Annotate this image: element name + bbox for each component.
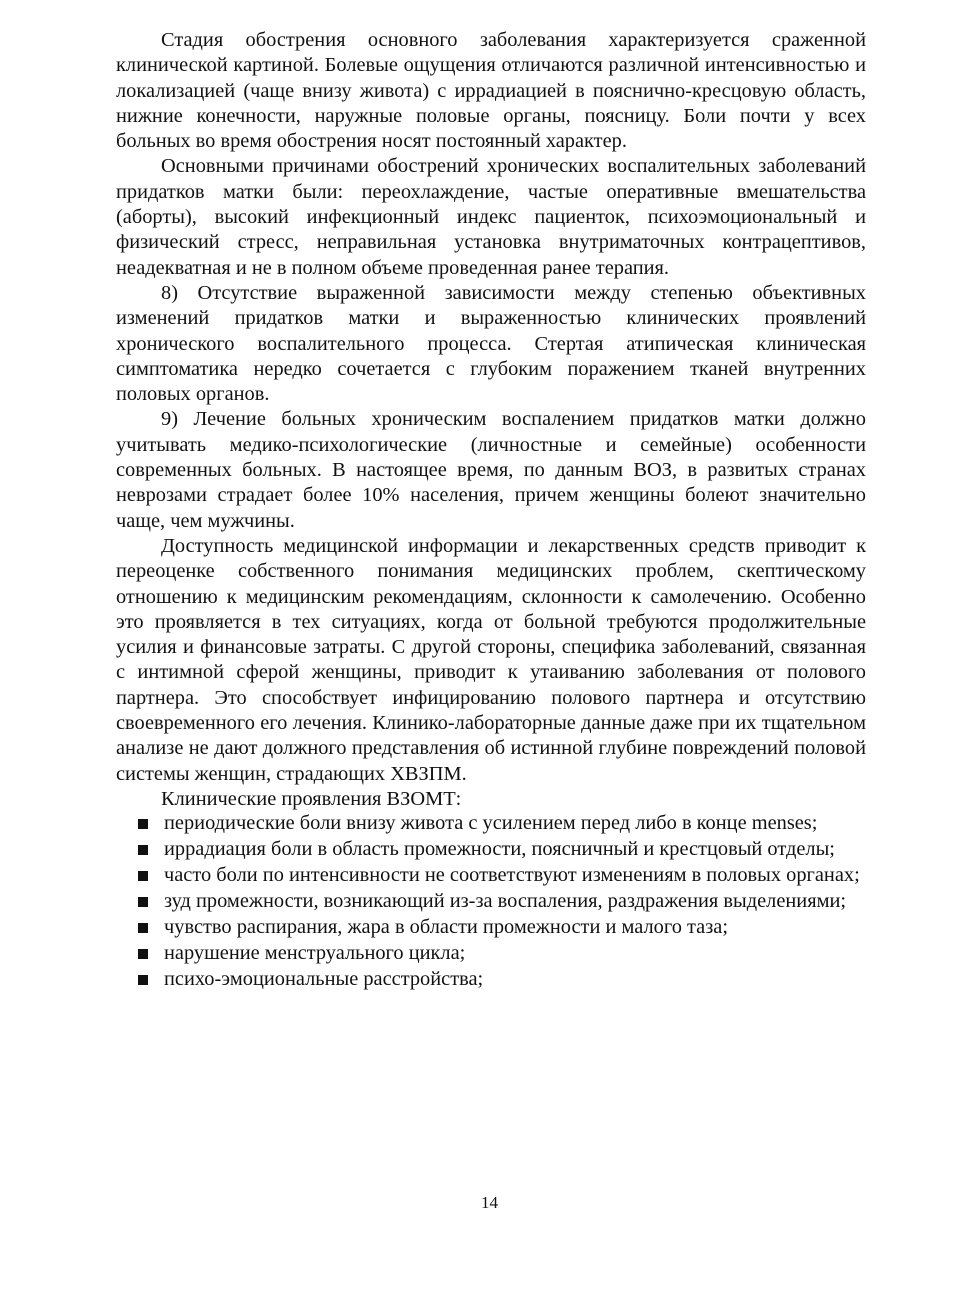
list-item-text: нарушение менструального цикла;: [164, 942, 466, 965]
list-item: [116, 942, 866, 964]
square-bullet-icon: [138, 923, 148, 933]
paragraph: 9) Лечение больных хроническим воспалением придатков матки должно учитывать медико-психологические (личностные и семейные) особенности современных больных. В настоящее время, по данным ВОЗ, в развитых странах неврозами страдает более 10% населения, причем женщины болеют значительно чаще, чем мужчины.: [116, 408, 866, 532]
page-number: 14: [481, 1193, 498, 1212]
list-item: [116, 916, 866, 938]
list-item: [116, 864, 866, 886]
list-item-text: психо-эмоциональные расстройства;: [164, 968, 484, 991]
square-bullet-icon: [138, 897, 148, 907]
square-bullet-icon: [138, 819, 148, 829]
paragraph: Доступность медицинской информации и лекарственных средств приводит к переоценке собственного понимания медицинских проблем, скептическому отношению к медицинским рекомендациям, склонности к самолечению. Особенно это проявляется в тех ситуациях, когда от больной требуются продолжительные усилия и финансовые затраты. С другой стороны, специфика заболеваний, связанная с интимной сферой женщины, приводит к утаиванию заболевания от полового партнера. Это способствует инфицированию полового партнера и отсутствию своевременного его лечения. Клинико-лабораторные данные даже при их тщательном анализе не дают должного представления об истинной глубине повреждений половой системы женщин, страдающих ХВЗПМ.: [116, 534, 866, 785]
paragraph: 8) Отсутствие выраженной зависимости между степенью объективных изменений придатков матки и выраженностью клинических проявлений хронического воспалительного процесса. Стертая атипическая клиническая симптоматика нередко сочетается с глубоким поражением тканей внутренних половых органов.: [116, 281, 866, 406]
list-item: [116, 968, 866, 990]
paragraph: Стадия обострения основного заболевания характеризуется сраженной клинической картиной. Болевые ощущения отличаются различной интенсивностью и локализацией (чаще внизу живота) с иррадиацией в пояснично-кресцовую область, нижние конечности, наружные половые органы, поясницу. Боли почти у всех больных во время обострения носят постоянный характер.: [116, 29, 866, 153]
list-item: [116, 838, 866, 860]
square-bullet-icon: [138, 871, 148, 881]
list-item: [116, 812, 866, 834]
list-item-text: иррадиация боли в область промежности, поясничный и крестцовый отделы;: [164, 838, 835, 861]
square-bullet-icon: [138, 975, 148, 985]
square-bullet-icon: [138, 949, 148, 959]
square-bullet-icon: [138, 845, 148, 855]
paragraph: Основными причинами обострений хронических воспалительных заболеваний придатков матки были: переохлаждение, частые оперативные вмешательства (аборты), высокий инфекционный индекс пациенток, психоэмоциональный и физический стресс, неправильная установка внутриматочных контрацептивов, неадекватная и не в полном объеме проведенная ранее терапия.: [116, 155, 866, 279]
list-item-text: чувство распирания, жара в области промежности и малого таза;: [164, 916, 728, 939]
document-page: [116, 28, 866, 994]
list-item-text: часто боли по интенсивности не соответствуют изменениям в половых органах;: [164, 864, 860, 887]
list-item-text: зуд промежности, возникающий из-за воспаления, раздражения выделениями;: [164, 890, 847, 913]
list-item: [116, 890, 866, 912]
list-item-text: периодические боли внизу живота с усилением перед либо в конце menses;: [164, 812, 818, 835]
list-title: Клинические проявления ВЗОМТ:: [161, 787, 462, 810]
bullet-list: [116, 812, 866, 990]
